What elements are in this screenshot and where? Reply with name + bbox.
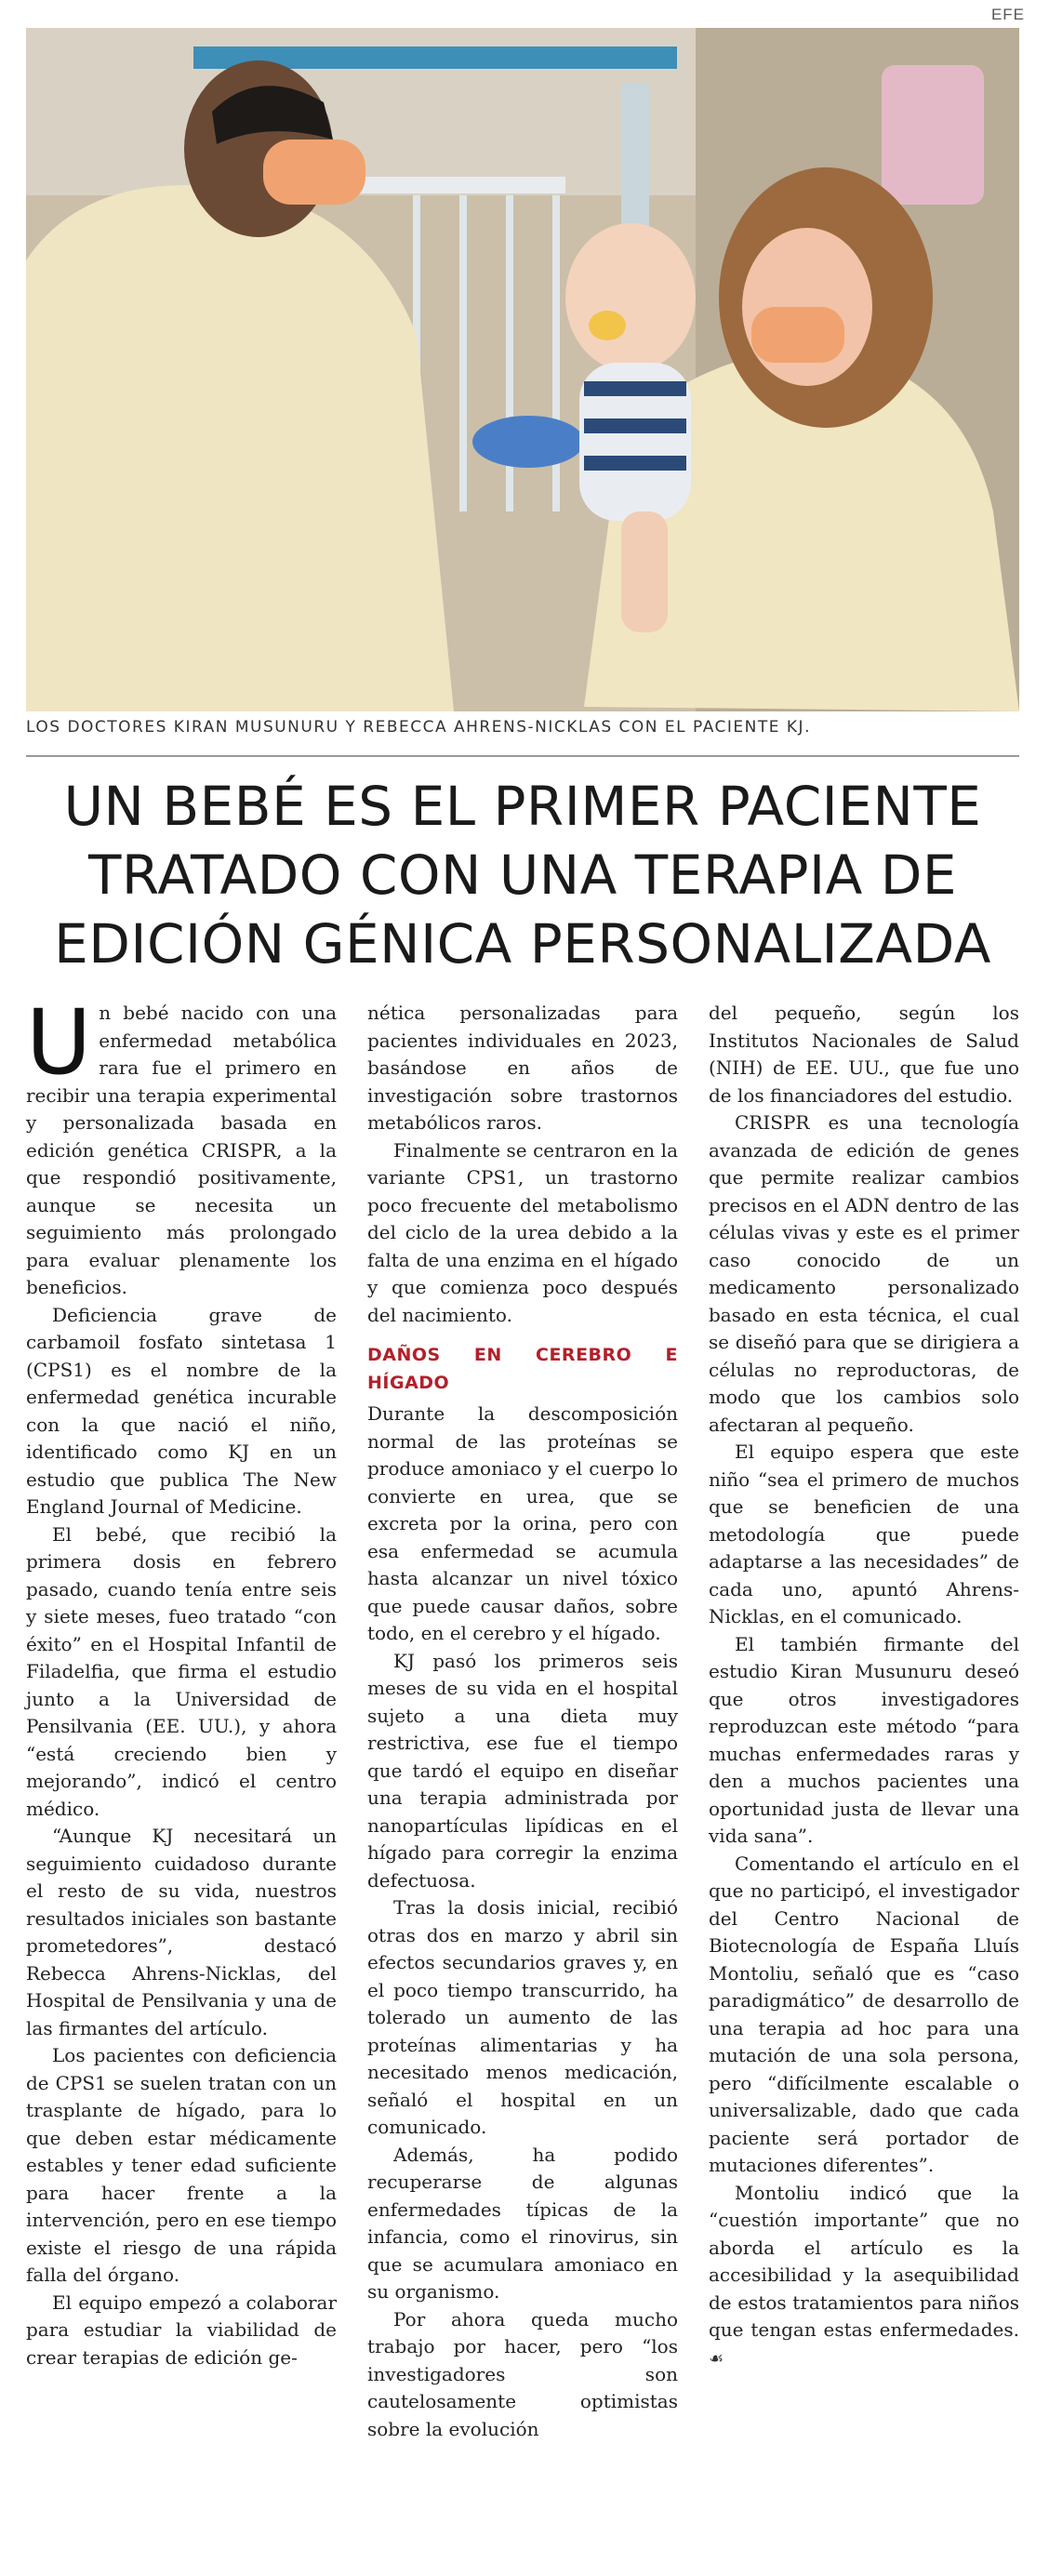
paragraph: n bebé nacido con una enfermedad metabólica rara fue el primero en recibir una terapia experimental y personalizada basada en edición genética CRISPR, a la que respondió positivamente, aunque se necesita un seguimiento más prolongado para evaluar plenamente los beneficios. (26, 1002, 337, 1298)
article-photo (26, 28, 1019, 711)
paragraph: El también firmante del estudio Kiran Musunuru deseó que otros investigadores reproduzcan este método “para muchas enfermedades raras y den a muchos pacientes una oportunidad justa de llevar una vida sana”. (709, 1632, 1019, 1847)
paragraph: KJ pasó los primeros seis meses de su vida en el hospital sujeto a una dieta muy restrictiva, ese fue el tiempo que tardó el equipo en diseñar una terapia administrada por nanopartículas lipídicas en el hígado para corregir la enzima defectuosa. (367, 1649, 678, 1892)
headline-line-2: TRATADO CON UNA TERAPIA DE (87, 843, 958, 907)
caption-divider (26, 755, 1019, 757)
headline-line-3: EDICIÓN GÉNICA PERSONALIZADA (54, 912, 991, 976)
article-column-3 (709, 1000, 1019, 2525)
photo-illustration (26, 28, 1019, 711)
paragraph: “Aunque KJ necesitará un seguimiento cuidadoso durante el resto de su vida, nuestros resultados iniciales son bastante prometedores”, destacó Rebecca Ahrens-Nicklas, del Hospital de Pensilvania y una de las firmantes del artículo. (26, 1825, 337, 2039)
article-headline (26, 772, 1019, 978)
paragraph: nética personalizadas para pacientes individuales en 2023, basándose en años de investigación sobre trastornos metabólicos raros. (367, 1002, 678, 1134)
photo-credit: EFE (990, 6, 1025, 23)
paragraph: El equipo espera que este niño “sea el primero de muchos que se beneficien de una metodología que puede adaptarse a las necesidades” de cada uno, apuntó Ahrens-Nicklas, en el comunicado. (709, 1441, 1019, 1627)
paragraph: del pequeño, según los Institutos Nacionales de Salud (NIH) de EE. UU., que fue uno de los financiadores del estudio. (709, 1002, 1019, 1107)
paragraph: Durante la descomposición normal de las proteínas se produce amoniaco y el cuerpo lo convierte en urea, que se excreta por la orina, pero con esa enfermedad se acumula hasta alcanzar un nivel tóxico que puede causar daños, sobre todo, en el cerebro y el hígado. (367, 1402, 678, 1644)
paragraph: Finalmente se centraron en la variante CPS1, un trastorno poco frecuente del metabolismo del ciclo de la urea debido a la falta de una enzima en el hígado y que comienza poco después del nacimiento. (367, 1138, 678, 1326)
section-subheading: DAÑOS EN CEREBRO E HÍGADO (367, 1345, 678, 1393)
article-column-1 (26, 990, 338, 2525)
drop-cap: U (26, 990, 92, 1095)
photo-caption: LOS DOCTORES KIRAN MUSUNURU Y REBECCA AHRENS-NICKLAS CON EL PACIENTE KJ. (26, 718, 811, 737)
paragraph: Por ahora queda mucho trabajo por hacer, pero “los investigadores son cautelosamente optimistas sobre la evolución (367, 2307, 678, 2440)
article-body (26, 990, 1019, 2525)
end-mark-icon: ☙ (709, 2348, 724, 2369)
paragraph: Los pacientes con deficiencia de CPS1 se suelen tratan con un trasplante de hígado, para lo que deben estar médicamente estables y tener edad suficiente para hacer frente a la intervención, pero en ese tiempo existe el riesgo de una rápida falla del órgano. (26, 2044, 338, 2286)
paragraph: El equipo empezó a colaborar para estudiar la viabilidad de crear terapias de edición ge- (26, 2291, 337, 2369)
paragraph: Tras la dosis inicial, recibió otras dos en marzo y abril sin efectos secundarios graves y, en el poco tiempo transcurrido, ha tolerado un aumento de las proteínas alimentarias y ha necesitado menos medicación, señaló el hospital en un comunicado. (367, 1896, 678, 2138)
headline-line-1: UN BEBÉ ES EL PRIMER PACIENTE (63, 775, 982, 838)
paragraph: Además, ha podido recuperarse de algunas enfermedades típicas de la infancia, como el rinovirus, sin que se acumulara amoniaco en su organismo. (367, 2143, 678, 2303)
paragraph: Comentando el artículo en el que no participó, el investigador del Centro Nacional de Biotecnología de España Lluís Montoliu, señaló que es “caso paradigmático” de desarrollo de una terapia ad hoc para una mutación de una sola persona, pero “difícilmente escalable o universalizable, dado que cada paciente será portador de mutaciones diferentes”. (709, 1852, 1019, 2176)
paragraph (709, 2180, 1019, 2373)
paragraph: El bebé, que recibió la primera dosis en febrero pasado, cuando tenía entre seis y siete meses, fueo tratado “con éxito” en el Hospital Infantil de Filadelfia, que firma el estudio junto a la Universidad de Pensilvania (EE. UU.), y ahora “está creciendo bien y mejorando”, indicó el centro médico. (26, 1522, 337, 1820)
article-column-2 (367, 1000, 678, 2525)
paragraph-text: Montoliu indicó que la “cuestión importante” que no aborda el artículo es la accesibilidad y la asequibilidad de estos tratamientos para niños que tengan estas enfermedades. (709, 2181, 1019, 2341)
paragraph: CRISPR es una tecnología avanzada de edición de genes que permite realizar cambios precisos en el ADN dentro de las células vivas y este es el primer caso conocido de un medicamento personalizado basado en esta técnica, el cual se diseñó para que se dirigiera a células no reproductoras, de modo que los cambios solo afectaran al pequeño. (709, 1111, 1019, 1436)
paragraph: Deficiencia grave de carbamoil fosfato sintetasa 1 (CPS1) es el nombre de la enfermedad genética incurable con la que nació el niño, identificado como KJ en un estudio que publica The New England Journal of Medicine. (26, 1303, 337, 1518)
